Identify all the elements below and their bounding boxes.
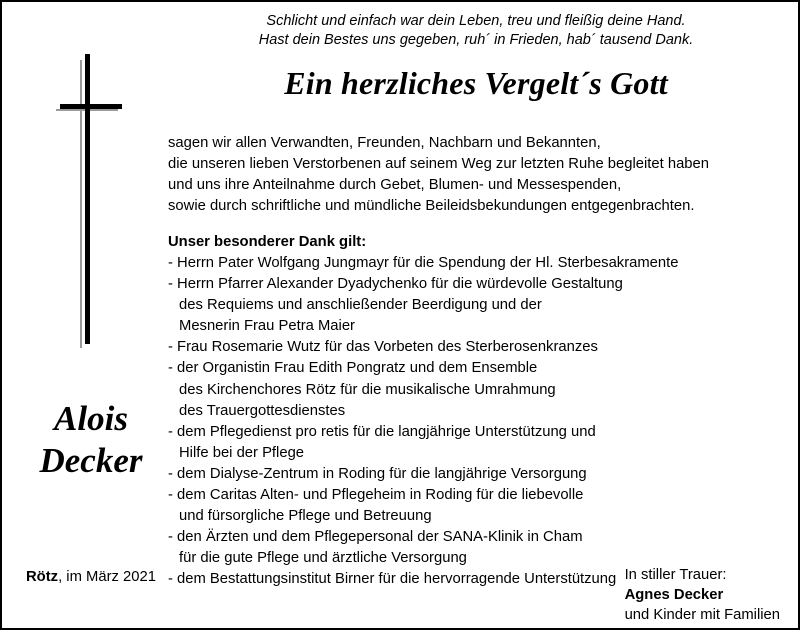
list-item-line: Hilfe bei der Pflege <box>179 444 305 461</box>
mourner-primary: Agnes Decker <box>624 587 724 603</box>
verse-line-2: Hast dein Bestes uns gegeben, ruh´ in Frieden, hab´ tausend Dank. <box>258 32 694 48</box>
intro-line-4: sowie durch schriftliche und mündliche Beileidsbekundungen entgegenbrachten. <box>168 198 695 214</box>
list-item <box>168 274 788 337</box>
deceased-first-name: Alois <box>54 399 128 438</box>
place-name: Rötz <box>26 569 59 585</box>
list-item <box>168 527 788 569</box>
intro-line-2: die unseren lieben Verstorbenen auf seinem Weg zur letzten Ruhe begleitet haben <box>168 156 709 172</box>
list-item-line: des Kirchenchores Rötz für die musikalische Umrahmung <box>179 381 556 398</box>
list-item-line: - Herrn Pater Wolfgang Jungmayr für die Spendung der Hl. Sterbesakramente <box>168 255 679 271</box>
page-title: Ein herzliches Vergelt´s Gott <box>284 65 668 101</box>
cross-horizontal-bar <box>60 104 122 109</box>
list-item <box>168 485 788 527</box>
list-item <box>168 422 788 464</box>
thanks-list <box>168 253 788 591</box>
list-item-line: für die gute Pflege und ärztliche Versorgung <box>179 550 467 567</box>
place-and-date <box>26 567 156 587</box>
list-item-line: des Requiems und anschließender Beerdigung und der <box>179 297 542 314</box>
list-item <box>168 358 788 421</box>
thanks-heading: Unser besonderer Dank gilt: <box>168 234 367 250</box>
list-item-line: - der Organistin Frau Edith Pongratz und dem Ensemble <box>168 360 538 377</box>
list-item-line: - dem Dialyse-Zentrum in Roding für die langjährige Versorgung <box>168 465 587 482</box>
list-item-line: - dem Caritas Alten- und Pflegeheim in Roding für die liebevolle <box>168 487 584 504</box>
list-item <box>168 464 788 485</box>
list-item-line: des Trauergottesdienstes <box>179 402 346 419</box>
deceased-last-name: Decker <box>39 441 143 480</box>
intro-paragraph <box>168 133 788 217</box>
cross-vertical-bar <box>85 54 90 344</box>
mourners-block <box>625 565 780 625</box>
list-item-line: - Herrn Pfarrer Alexander Dyadychenko für die würdevolle Gestaltung <box>168 276 623 293</box>
list-item-line: - den Ärzten und dem Pflegepersonal der SANA-Klinik in Cham <box>168 529 583 546</box>
deceased-name <box>16 398 166 482</box>
intro-line-1: sagen wir allen Verwandten, Freunden, Nachbarn und Bekannten, <box>168 135 601 151</box>
mourning-label: In stiller Trauer: <box>624 567 727 583</box>
verse-line-1: Schlicht und einfach war dein Leben, treu und fleißig deine Hand. <box>266 13 686 29</box>
list-item-line: Mesnerin Frau Petra Maier <box>179 318 355 335</box>
mourner-family: und Kinder mit Familien <box>624 607 780 623</box>
list-item <box>168 337 788 358</box>
list-item-line: - Frau Rosemarie Wutz für das Vorbeten des Sterberosenkranzes <box>168 339 598 356</box>
list-item-line: und fürsorgliche Pflege und Betreuung <box>179 508 432 525</box>
list-item-line: - dem Pflegedienst pro retis für die langjährige Unterstützung und <box>168 423 596 440</box>
latin-cross-icon <box>54 54 134 354</box>
list-item <box>168 253 788 274</box>
date-text: , im März 2021 <box>58 569 156 585</box>
intro-line-3: und uns ihre Anteilnahme durch Gebet, Blumen- und Messespenden, <box>168 177 622 193</box>
epigraph-verse <box>162 12 790 50</box>
list-item-line: - dem Bestattungsinstitut Birner für die hervorragende Unterstützung <box>168 571 617 588</box>
